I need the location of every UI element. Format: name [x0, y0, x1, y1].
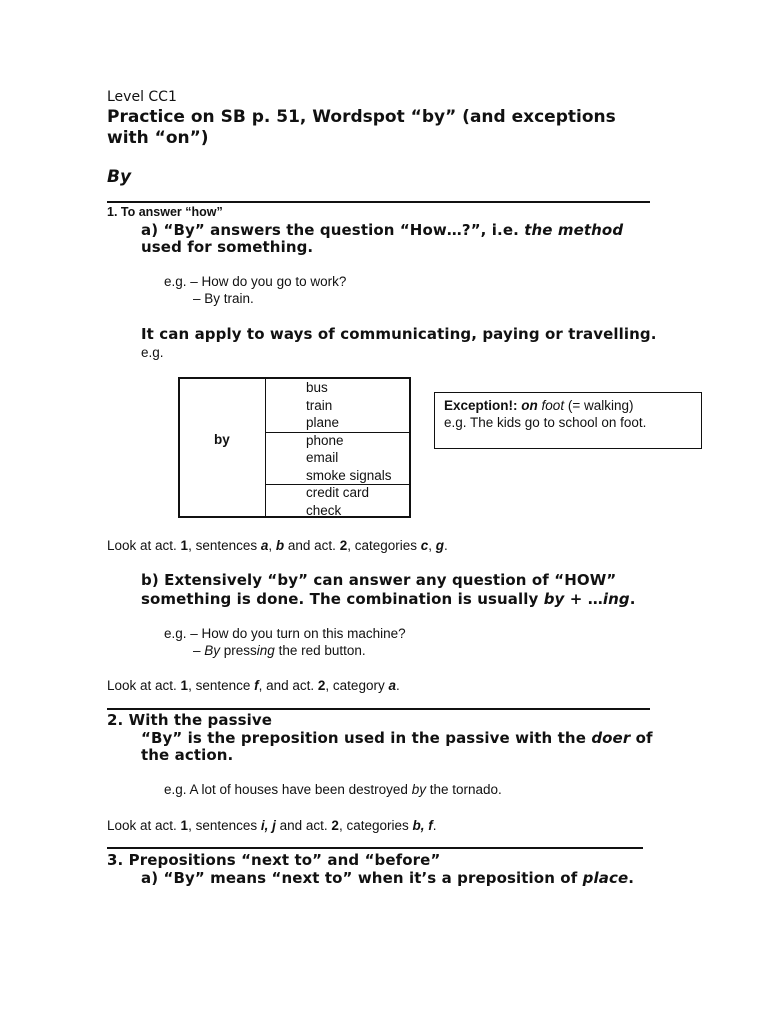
table-cell: phone [306, 432, 344, 448]
text: Look at act. [107, 538, 181, 553]
level-label: Level CC1 [107, 89, 177, 105]
text: , categories [338, 818, 413, 833]
text: . [432, 818, 437, 833]
exception-label: Exception!: [444, 398, 518, 413]
text: . [628, 869, 635, 887]
section3-heading: 3. Prepositions “next to” and “before” [107, 851, 441, 869]
text: Look at act. [107, 818, 181, 833]
text: press [220, 643, 257, 658]
section1-b-line1: b) Extensively “by” can answer any question of “HOW” [141, 571, 617, 589]
text: , [428, 538, 436, 553]
section1-b-line2 [141, 590, 636, 608]
exception-box [434, 392, 702, 449]
emphasis: by [543, 590, 565, 608]
section2-heading: 2. With the passive [107, 711, 273, 729]
exception-rest: (= walking) [567, 398, 634, 413]
act-number: 1 [180, 818, 189, 833]
text: , sentences [188, 818, 261, 833]
emphasis: ing [602, 590, 630, 608]
text: of [630, 729, 653, 747]
text: , and act. [258, 678, 318, 693]
text: “By” is the preposition used in the passive with the [141, 729, 592, 747]
section1-a-line2: used for something. [141, 238, 314, 256]
look-at-reference [107, 678, 400, 693]
text: and act. [284, 538, 340, 553]
sentence-letter: a [260, 538, 269, 553]
table-divider [265, 379, 266, 516]
page-title-line1: Practice on SB p. 51, Wordspot “by” (and exceptions [107, 107, 616, 127]
section-by-heading: By [107, 167, 132, 187]
page-title-line2: with “on”) [107, 128, 209, 148]
section1-heading: 1. To answer “how” [107, 205, 223, 219]
exception-title [444, 398, 634, 413]
example-line: – By train. [193, 291, 254, 306]
table-cell: check [306, 502, 342, 518]
text: . [395, 678, 400, 693]
table-left-label: by [214, 432, 230, 447]
text: Look at act. [107, 678, 181, 693]
look-at-reference [107, 538, 448, 553]
act-number: 1 [180, 538, 189, 553]
category-letter: g [435, 538, 445, 553]
text: , category [325, 678, 389, 693]
section2-line1 [141, 729, 653, 747]
text: . [444, 538, 448, 553]
text: , sentence [188, 678, 255, 693]
text: . [629, 590, 636, 608]
text: the tornado. [425, 782, 502, 797]
text: and act. [275, 818, 332, 833]
sentence-letter: i, j [260, 818, 276, 833]
divider [107, 201, 650, 203]
table-cell: bus [306, 380, 328, 395]
text: + … [564, 590, 603, 608]
exception-foot: foot [541, 398, 565, 413]
example-line [164, 782, 502, 797]
by-usage-table [178, 377, 411, 518]
divider [107, 708, 650, 710]
emphasis: by [411, 782, 426, 797]
category-letter: b, f [412, 818, 433, 833]
text: a) “By” answers the question “How…?”, i.e. [141, 221, 525, 239]
act-number: 2 [331, 818, 339, 833]
act-number: 2 [317, 678, 326, 693]
example-line [193, 643, 366, 658]
example-line: e.g. – How do you turn on this machine? [164, 626, 406, 641]
text: , [268, 538, 276, 553]
table-cell: plane [306, 415, 340, 430]
eg-label: e.g. [141, 345, 164, 360]
example-line: e.g. – How do you go to work? [164, 274, 347, 289]
table-cell: smoke signals [306, 467, 392, 483]
emphasis: doer [591, 729, 631, 747]
sentence-letter: b [275, 538, 285, 553]
text: something is done. The combination is usually [141, 590, 544, 608]
emphasis: the method [524, 221, 624, 239]
emphasis: By [204, 643, 221, 658]
text: , sentences [188, 538, 261, 553]
section1-a-line1 [141, 221, 623, 239]
table-cell: train [306, 397, 333, 413]
apply-text: It can apply to ways of communicating, paying or travelling. [141, 325, 657, 343]
exception-on: on [521, 398, 538, 413]
emphasis: ing [256, 643, 275, 658]
act-number: 2 [339, 538, 348, 553]
look-at-reference [107, 818, 437, 833]
text: , categories [347, 538, 421, 553]
act-number: 1 [180, 678, 189, 693]
category-letter: a [388, 678, 396, 693]
text: – [193, 643, 205, 658]
text: a) “By” means “next to” when it’s a preposition of [141, 869, 583, 887]
sentence-letter: f [254, 678, 259, 693]
table-cell: credit card [306, 485, 370, 500]
exception-example: e.g. The kids go to school on foot. [444, 415, 647, 430]
divider [107, 847, 643, 849]
text: e.g. A lot of houses have been destroyed [164, 782, 412, 797]
section3-a-line [141, 869, 634, 887]
section2-line2: the action. [141, 746, 234, 764]
category-letter: c [420, 538, 429, 553]
emphasis: place [582, 869, 629, 887]
table-cell: email [306, 450, 339, 465]
text: the red button. [274, 643, 366, 658]
